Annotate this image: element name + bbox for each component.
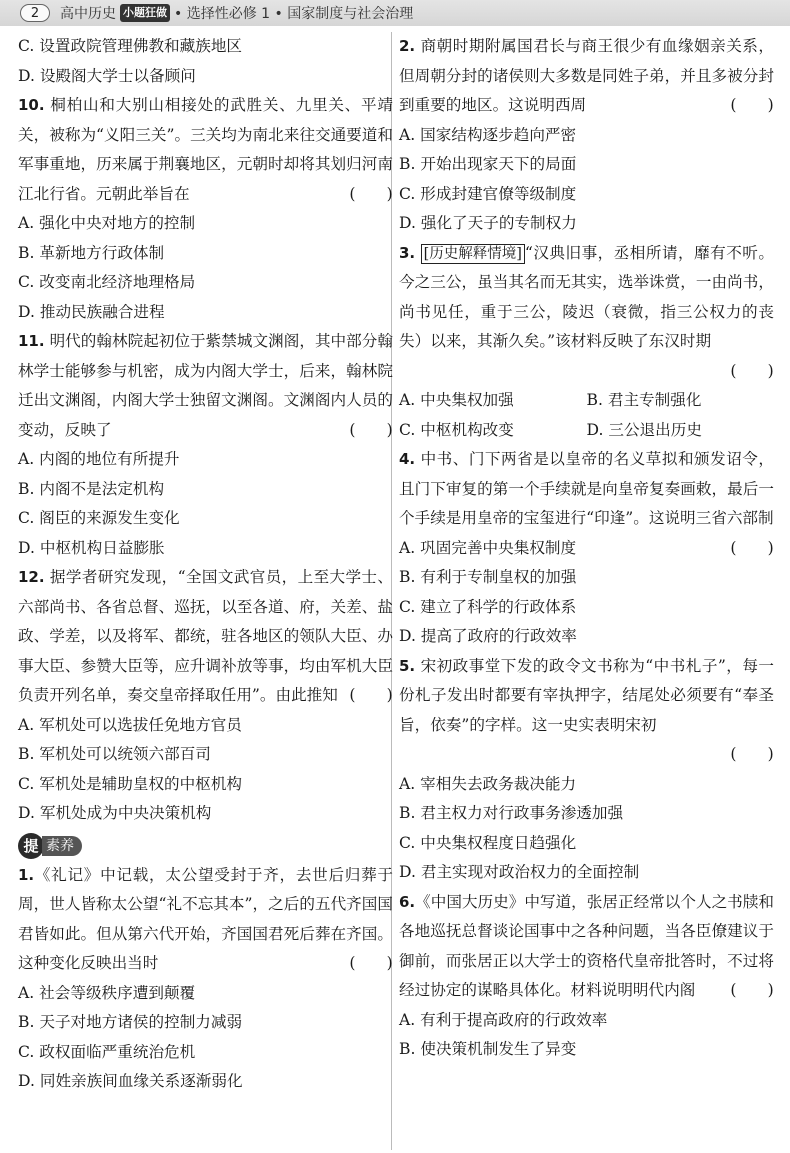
stem-text: 中书、门下两省是以皇帝的名义草拟和颁发诏令，且门下审复的第一个手续就是向皇帝复奏画敕，最后一个手续是用皇帝的宝玺进行“印逢”。这说明三省六部制 — [399, 450, 774, 527]
option-c[interactable]: C. 建立了科学的行政体系 — [399, 597, 577, 616]
question-stem — [399, 652, 774, 741]
option-d[interactable]: D. 同姓亲族间血缘关系逐渐弱化 — [18, 1072, 243, 1090]
stem-text: 《礼记》中记载，太公望受封于齐，去世后归葬于周，世人皆称太公望“礼不忘其本”，之后的五代齐国国君皆如此。但从第六代开始，齐国国君死后葬在齐国。这种变化反映出当时 — [18, 865, 393, 972]
question-stem — [18, 861, 393, 979]
option: C. 设置政院管理佛教和藏族地区 — [18, 37, 243, 55]
question-number: 4. — [399, 450, 416, 468]
question-10 — [18, 91, 393, 327]
brand-logo: 小题狂做 — [120, 4, 170, 22]
question-stem — [399, 32, 774, 121]
question-s2 — [399, 32, 774, 239]
question-stem — [399, 239, 774, 357]
option-a[interactable]: A. 强化中央对地方的控制 — [18, 214, 196, 232]
option-a[interactable]: A. 中央集权加强 — [399, 391, 514, 409]
option-d[interactable]: D. 强化了天子的专制权力 — [399, 214, 577, 232]
answer-blank[interactable]: ( ) — [730, 538, 774, 557]
option-d[interactable]: D. 三公退出历史 — [586, 420, 702, 439]
option-c[interactable]: C. 中央集权程度日趋强化 — [399, 833, 577, 852]
stem-text: 《中国大历史》中写道，张居正经常以个人之书牍和各地巡抚总督谈论国事中之各种问题，当各臣僚建议于御前，而张居正以大学士的资格代皇帝批答时，不过将经过协定的谋略具体化。材料说明明代内阁 — [399, 892, 774, 999]
question-number: 5. — [399, 656, 416, 675]
question-12 — [18, 563, 393, 829]
question-number: 2. — [399, 37, 416, 55]
option-b[interactable]: B. 使决策机制发生了异变 — [399, 1040, 577, 1058]
answer-blank[interactable]: ( ) — [349, 954, 393, 972]
stem-text: 宋初政事堂下发的政令文书称为“中书札子”，每一份札子发出时都要有宰执押字，结尾处必须要有“奉圣旨，依奏”的字样。这一史实表明宋初 — [399, 656, 774, 734]
question-stem — [18, 327, 393, 445]
subject-label: 高中历史 — [60, 6, 116, 22]
question-number: 6. — [399, 892, 416, 911]
option-b[interactable]: B. 革新地方行政体制 — [18, 243, 165, 262]
answer-blank[interactable]: ( ) — [349, 686, 393, 704]
option-a[interactable]: A. 国家结构逐步趋向严密 — [399, 125, 577, 144]
question-s1 — [18, 861, 393, 1097]
option-b[interactable]: B. 开始出现家天下的局面 — [399, 155, 577, 173]
question-11 — [18, 327, 393, 563]
context-tag: [历史解释情境] — [421, 244, 525, 264]
answer-blank[interactable]: ( ) — [730, 981, 774, 999]
option-b[interactable]: B. 君主权力对行政事务渗透加强 — [399, 804, 624, 822]
question-s6 — [399, 888, 774, 1065]
question-number: 12. — [18, 568, 45, 586]
stem-text: “汉典旧事，丞相所请，靡有不听。今之三公，虽当其名而无其实，选举诛赏，一由尚书，尚书见任，重于三公，陵迟（衰微，指三公权力的丧失）以来，其渐久矣。”该材料反映了东汉时期 — [399, 243, 774, 350]
option-d[interactable]: D. 推动民族融合进程 — [18, 302, 165, 321]
option-a[interactable]: A. 有利于提高政府的行政效率 — [399, 1010, 608, 1029]
stem-text: 商朝时期附属国君长与商王很少有血缘姻亲关系，但周朝分封的诸侯则大多数是同姓子弟，并且多被分封到重要的地区。这说明西周 — [399, 37, 774, 114]
answer-blank[interactable]: ( ) — [730, 745, 774, 763]
question-s5 — [399, 652, 774, 888]
question-s4 — [399, 445, 774, 652]
option-a[interactable]: A. 军机处可以选拔任免地方官员 — [18, 715, 242, 734]
stem-text: 据学者研究发现，“全国文武官员，上至大学士、六部尚书、各省总督、巡抚，以至各道、府，关差、盐政、学差，以及将军、都统，驻各地区的领队大臣、办事大臣、参赞大臣等，应升调补放等事，均由军机大臣负责开列名单，奏交皇帝择取任用”。由此推知 — [18, 568, 393, 704]
option-c[interactable]: C. 阁臣的来源发生变化 — [18, 509, 180, 527]
option-c[interactable]: C. 军机处是辅助皇权的中枢机构 — [18, 774, 243, 793]
option-b[interactable]: B. 内阁不是法定机构 — [18, 479, 165, 498]
section-label: 素养 — [42, 836, 82, 856]
stem-text: 明代的翰林院起初位于紫禁城文渊阁，其中部分翰林学士能够参与机密，成为内阁大学士，后来，翰林院迁出文渊阁，内阁大学士独留文渊阁。文渊阁内人员的变动，反映了 — [18, 332, 393, 439]
stem-text: 桐柏山和大别山相接处的武胜关、九里关、平靖关，被称为“义阳三关”。三关均为南北来往交通要道和军事重地，历来属于荆襄地区，元朝时却将其划归河南江北行省。元朝此举旨在 — [18, 96, 393, 203]
question-stem — [399, 888, 774, 1006]
option-b[interactable]: B. 君主专制强化 — [586, 391, 702, 409]
question-number: 1. — [18, 865, 35, 884]
option-d[interactable]: D. 提高了政府的行政效率 — [399, 627, 577, 645]
answer-blank[interactable]: ( ) — [730, 361, 774, 380]
question-stem — [18, 563, 393, 711]
section-header-suyang — [18, 831, 393, 861]
question-stem — [18, 91, 393, 209]
question-number: 10. — [18, 96, 45, 114]
option-b[interactable]: B. 军机处可以统领六部百司 — [18, 745, 211, 763]
question-s3 — [399, 239, 774, 446]
option-c[interactable]: C. 改变南北经济地理格局 — [18, 273, 196, 291]
option-d[interactable]: D. 君主实现对政治权力的全面控制 — [399, 863, 640, 881]
option-a[interactable]: A. 内阁的地位有所提升 — [18, 450, 180, 468]
right-column — [399, 32, 774, 1065]
option-c[interactable]: C. 政权面临严重统治危机 — [18, 1042, 196, 1061]
option-c[interactable]: C. 中枢机构改变 — [399, 420, 514, 439]
answer-blank[interactable]: ( ) — [730, 96, 774, 114]
section-icon: 提 — [18, 833, 44, 859]
option-b[interactable]: B. 天子对地方诸侯的控制力减弱 — [18, 1013, 243, 1031]
option-d[interactable]: D. 中枢机构日益膨胀 — [18, 538, 165, 557]
left-column — [18, 32, 393, 1097]
page-header — [0, 0, 790, 26]
option-a[interactable]: A. 巩固完善中央集权制度 — [399, 538, 577, 557]
option-a[interactable]: A. 社会等级秩序遭到颠覆 — [18, 983, 196, 1002]
option-a[interactable]: A. 宰相失去政务裁决能力 — [399, 774, 577, 793]
question-number: 11. — [18, 332, 45, 350]
option-d[interactable]: D. 军机处成为中央决策机构 — [18, 804, 212, 822]
option: D. 设殿阁大学士以备顾问 — [18, 66, 196, 85]
answer-blank[interactable]: ( ) — [349, 420, 393, 439]
option-c[interactable]: C. 形成封建官僚等级制度 — [399, 184, 577, 203]
answer-blank[interactable]: ( ) — [349, 184, 393, 203]
book-title: • 选择性必修 1 • 国家制度与社会治理 — [174, 6, 414, 22]
question-number: 3. — [399, 243, 416, 262]
option-b[interactable]: B. 有利于专制皇权的加强 — [399, 568, 577, 586]
page-number: 2 — [20, 4, 50, 22]
